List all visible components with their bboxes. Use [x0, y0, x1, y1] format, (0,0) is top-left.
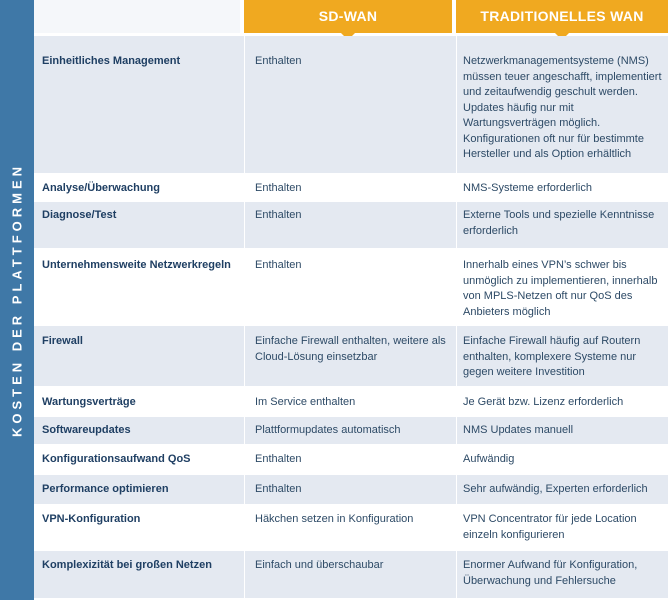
sdwan-cell: Einfach und überschaubar	[244, 551, 456, 598]
feature-cell: Unternehmensweite Netzwerkregeln	[42, 259, 231, 271]
traditional-cell: Sehr aufwändig, Experten erforderlich	[456, 475, 668, 504]
feature-cell: Performance optimieren	[42, 483, 169, 495]
feature-cell: Diagnose/Test	[42, 209, 117, 221]
header-empty-cell	[34, 0, 240, 33]
traditional-cell: Einfache Firewall häufig auf Routern enthalten, komplexere Systeme nur gegen weitere Investition	[456, 326, 668, 386]
sdwan-cell: Häkchen setzen in Konfiguration	[244, 506, 456, 549]
header-traditional: TRADITIONELLES WAN	[456, 0, 668, 33]
feature-cell: Komplexizität bei großen Netzen	[42, 559, 212, 571]
sdwan-cell: Enthalten	[244, 475, 456, 504]
table-row	[34, 551, 668, 600]
feature-cell: VPN-Konfiguration	[42, 513, 141, 525]
sidebar-label: KOSTEN DER PLATTFORMEN	[9, 162, 25, 438]
table-row	[34, 250, 668, 326]
traditional-cell: Aufwändig	[456, 446, 668, 473]
sdwan-cell: Enthalten	[244, 250, 456, 324]
sdwan-cell: Enthalten	[244, 175, 456, 200]
table-row	[34, 175, 668, 202]
feature-cell: Konfigurationsaufwand QoS	[42, 453, 191, 465]
traditional-cell: Je Gerät bzw. Lizenz erforderlich	[456, 388, 668, 415]
table-row	[34, 475, 668, 506]
header-sdwan: SD-WAN	[244, 0, 452, 33]
table-header	[34, 0, 668, 36]
sdwan-cell: Im Service enthalten	[244, 388, 456, 415]
table-row	[34, 417, 668, 446]
sdwan-cell: Enthalten	[244, 202, 456, 248]
traditional-cell: Netzwerkmanagementsysteme (NMS) müssen teuer angeschafft, implementiert und zeitaufwendig geschult werden. Updates häufig nur mit Wartungsverträgen möglich. Konfigurationen oft nur für bestimmte Hersteller und als Option erhältlich	[456, 36, 668, 173]
table-row	[34, 202, 668, 250]
sdwan-cell: Enthalten	[244, 446, 456, 473]
feature-cell: Analyse/Überwachung	[42, 182, 160, 194]
sdwan-cell: Plattformupdates automatisch	[244, 417, 456, 444]
traditional-cell: NMS-Systeme erforderlich	[456, 175, 668, 200]
comparison-table	[34, 0, 668, 600]
traditional-cell: Enormer Aufwand für Konfiguration, Überwachung und Fehlersuche	[456, 551, 668, 598]
sdwan-cell: Einfache Firewall enthalten, weitere als Cloud-Lösung einsetzbar	[244, 326, 456, 386]
traditional-cell: NMS Updates manuell	[456, 417, 668, 444]
sdwan-cell: Enthalten	[244, 36, 456, 173]
table-row	[34, 326, 668, 388]
sidebar	[0, 0, 34, 600]
feature-cell: Firewall	[42, 335, 83, 347]
table-row	[34, 36, 668, 175]
table-row	[34, 506, 668, 551]
table-row	[34, 388, 668, 417]
feature-cell: Softwareupdates	[42, 424, 131, 436]
traditional-cell: Externe Tools und spezielle Kenntnisse erforderlich	[456, 202, 668, 248]
traditional-cell: VPN Concentrator für jede Location einzeln konfigurieren	[456, 506, 668, 549]
table-row	[34, 446, 668, 475]
feature-cell: Einheitliches Management	[42, 55, 181, 67]
traditional-cell: Innerhalb eines VPN’s schwer bis unmöglich zu implementieren, innerhalb von MPLS-Netzen oft nur QoS des Anbieters möglich	[456, 250, 668, 324]
feature-cell: Wartungsverträge	[42, 396, 136, 408]
